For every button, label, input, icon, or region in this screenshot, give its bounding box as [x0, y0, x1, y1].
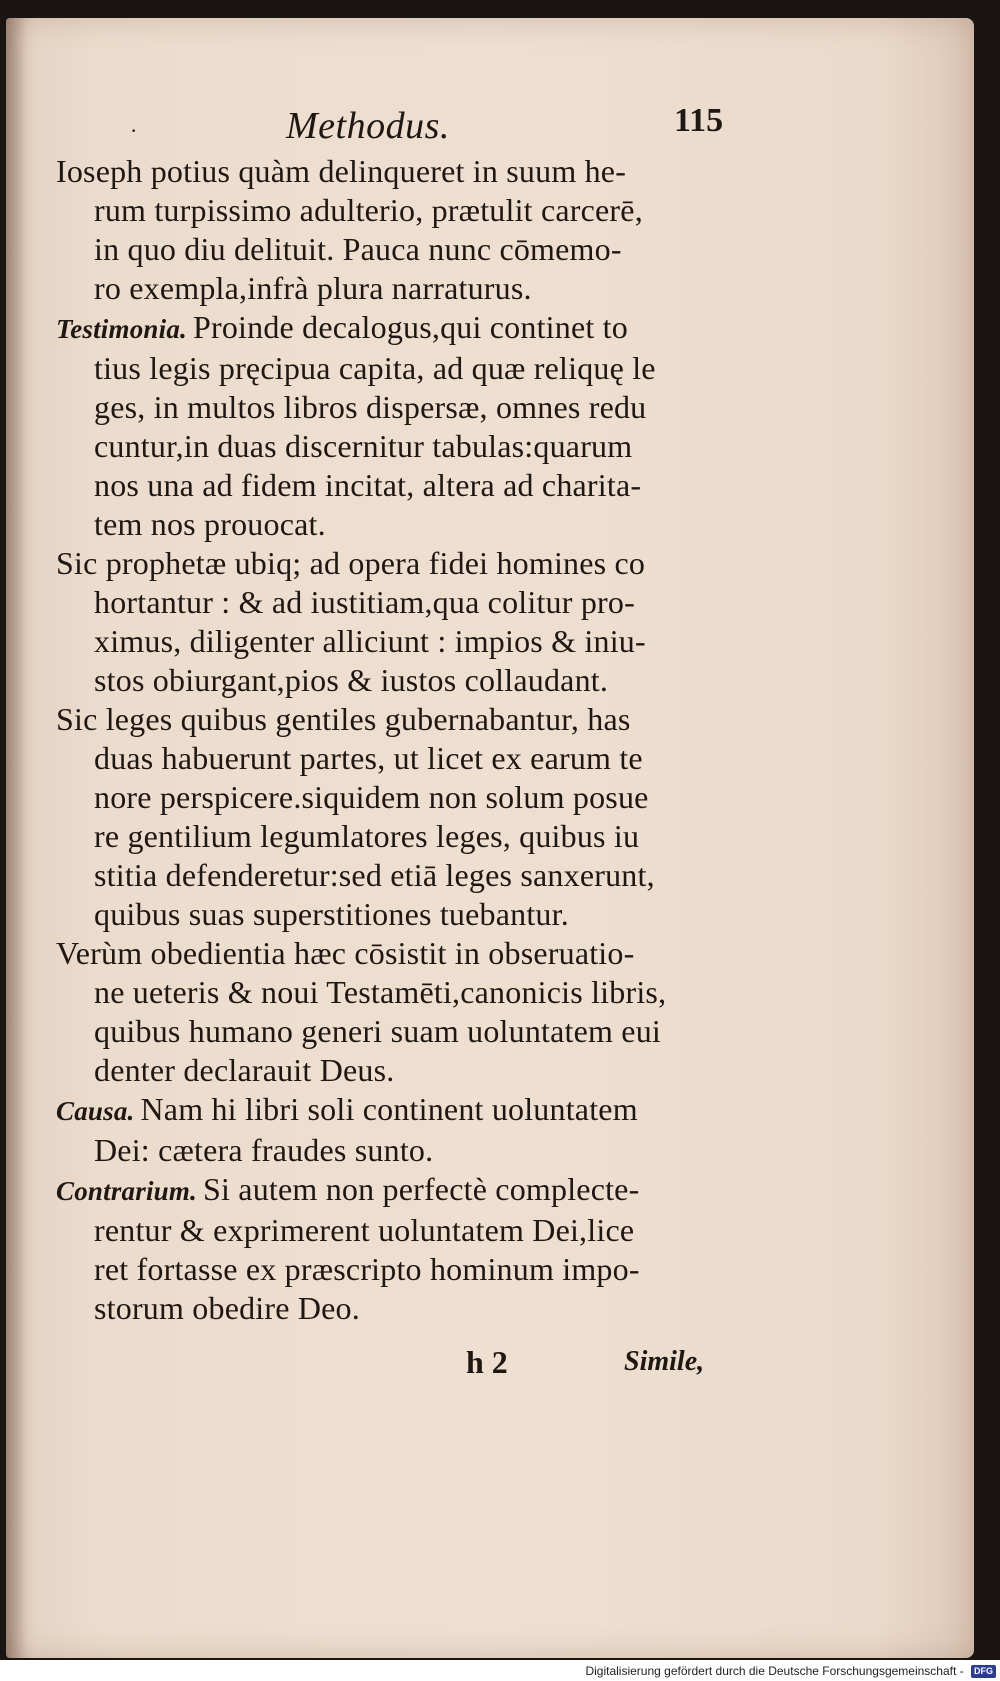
text-line: Dei: cætera fraudes sunto. — [94, 1132, 434, 1168]
margin-note: Contrarium. — [56, 1176, 198, 1206]
text-line: Sic prophetæ ubiq; ad opera fidei homines co — [56, 545, 646, 581]
text-line: duas habuerunt partes, ut licet ex earum te — [94, 740, 643, 776]
paragraph-contrarium — [46, 1170, 766, 1328]
text-line: quibus suas superstitiones tuebantur. — [94, 896, 569, 932]
catchword: Simile, — [624, 1346, 705, 1377]
text-line: nos una ad fidem incitat, altera ad charita- — [94, 467, 642, 503]
text-line: Verùm obedientia hæc cōsistit in obseruatio- — [56, 935, 635, 971]
text-line: re gentilium legumlatores leges, quibus iu — [94, 818, 640, 854]
running-head — [46, 90, 766, 152]
text-line: ret fortasse ex præscripto hominum impo- — [94, 1251, 640, 1287]
text-line: Ioseph potius quàm delinqueret in suum he- — [56, 153, 627, 189]
text-line: ro exempla,infrà plura narraturus. — [94, 270, 532, 306]
dfg-logo: DFG — [971, 1665, 996, 1678]
text-line-body: Proinde decalogus,qui continet to — [192, 309, 628, 345]
text-line: tius legis pręcipua capita, ad quæ reliquę le — [94, 350, 656, 386]
text-line: storum obedire Deo. — [94, 1290, 360, 1326]
paragraph-prophetae — [46, 544, 766, 700]
paragraph-obedientia — [46, 934, 766, 1090]
text-line-body: Si autem non perfectè complecte- — [203, 1171, 640, 1207]
text-line — [46, 1090, 766, 1131]
book-page — [6, 18, 974, 1658]
head-ornament-dot: · — [130, 118, 138, 143]
text-line: rentur & exprimerent uoluntatem Dei,lice — [94, 1212, 635, 1248]
paragraph-leges — [46, 700, 766, 934]
paragraph-causa — [46, 1090, 766, 1170]
paragraph-testimonia — [46, 308, 766, 544]
text-line-body: Nam hi libri soli continent uoluntatem — [140, 1091, 638, 1127]
text-line: stos obiurgant,pios & iustos collaudant. — [94, 662, 609, 698]
page-footer — [46, 1342, 766, 1402]
text-line: denter declarauit Deus. — [94, 1052, 395, 1088]
text-line: tem nos prouocat. — [94, 506, 326, 542]
text-line: nore perspicere.siquidem non solum posue — [94, 779, 649, 815]
text-line: quibus humano generi suam uoluntatem eui — [94, 1013, 661, 1049]
margin-note: Causa. — [56, 1096, 135, 1126]
page-number: 115 — [674, 102, 724, 139]
text-line: ges, in multos libros dispersæ, omnes redu — [94, 389, 647, 425]
margin-note: Testimonia. — [56, 314, 187, 344]
signature-mark: h 2 — [466, 1344, 508, 1380]
text-line — [46, 1170, 766, 1211]
text-line: stitia defenderetur:sed etiā leges sanxerunt, — [94, 857, 655, 893]
digitization-credit — [0, 1662, 1000, 1681]
running-title: Methodus. — [286, 105, 450, 147]
text-line: ximus, diligenter alliciunt : impios & iniu- — [94, 623, 646, 659]
paragraph-joseph — [46, 152, 766, 308]
text-line: in quo diu delituit. Pauca nunc cōmemo- — [94, 231, 622, 267]
text-line — [46, 308, 766, 349]
credit-text: Digitalisierung gefördert durch die Deutsche Forschungsgemeinschaft - — [585, 1664, 964, 1679]
text-block — [46, 90, 766, 1402]
text-line: cuntur,in duas discernitur tabulas:quarum — [94, 428, 633, 464]
text-line: Sic leges quibus gentiles gubernabantur, has — [56, 701, 631, 737]
text-line: hortantur : & ad iustitiam,qua colitur pro- — [94, 584, 635, 620]
text-line: rum turpissimo adulterio, prætulit carcerē, — [94, 192, 643, 228]
text-line: ne ueteris & noui Testamēti,canonicis libris, — [94, 974, 667, 1010]
